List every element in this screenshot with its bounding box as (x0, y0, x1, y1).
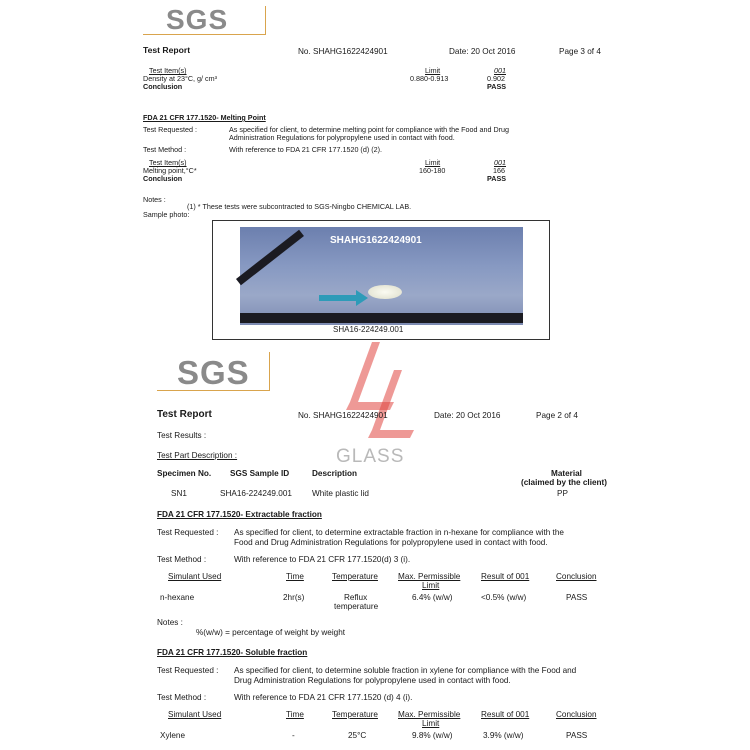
density-conclusion: PASS (487, 82, 507, 91)
soluble-col-max-line1: Max. Permissible (398, 710, 461, 719)
soluble-time: - (292, 731, 295, 740)
melting-limit: 160-180 (419, 166, 446, 175)
photo-overlay-label: SHAHG1622424901 (330, 235, 422, 246)
report-date-top: Date: 20 Oct 2016 (449, 47, 516, 56)
melting-col-result: 001 (494, 158, 506, 167)
extractable-col-max-line1: Max. Permissible (398, 572, 461, 581)
soluble-requested-line1: As specified for client, to determine soluble fraction in xylene for compliance with the Food and (234, 666, 577, 675)
extractable-requested-label: Test Requested : (157, 528, 219, 537)
specimen-col-no: Specimen No. (157, 469, 212, 478)
report-title-top: Test Report (143, 45, 191, 55)
soluble-method-label: Test Method : (157, 693, 207, 702)
notes-label-top: Notes : (143, 195, 166, 204)
glass-watermark-text: GLASS (336, 446, 405, 467)
soluble-result: 3.9% (w/w) (483, 731, 524, 740)
extractable-temp-line1: Reflux (344, 593, 368, 602)
test-part-description-label: Test Part Description : (157, 451, 238, 460)
soluble-section-title: FDA 21 CFR 177.1520- Soluble fraction (157, 648, 308, 657)
extractable-result: <0.5% (w/w) (481, 593, 527, 602)
soluble-col-temperature: Temperature (332, 710, 378, 719)
page-number-bottom: Page 2 of 4 (536, 411, 578, 420)
extractable-col-simulant: Simulant Used (168, 572, 222, 581)
specimen-col-description: Description (312, 469, 358, 478)
soluble-col-max-line2: Limit (422, 719, 440, 728)
density-item: Density at 23°C, g/ cm³ (143, 74, 217, 83)
soluble-temperature: 25°C (348, 731, 367, 740)
page-number-top: Page 3 of 4 (559, 47, 601, 56)
density-col-item: Test Item(s) (149, 66, 187, 75)
melting-conclusion-label: Conclusion (143, 174, 183, 183)
sgs-logo-top: SGS (166, 4, 229, 35)
specimen-col-sgs-id: SGS Sample ID (230, 469, 290, 478)
extractable-method-label: Test Method : (157, 555, 207, 564)
specimen-col-material-claimed: (claimed by the client) (521, 478, 607, 487)
soluble-col-conclusion: Conclusion (556, 710, 597, 719)
density-col-limit: Limit (425, 66, 441, 75)
melting-requested-label: Test Requested : (143, 125, 197, 134)
soluble-method: With reference to FDA 21 CFR 177.1520 (d) 4 (i). (234, 693, 413, 702)
sample-photo-frame (212, 220, 550, 340)
extractable-col-max-line2: Limit (422, 581, 440, 590)
specimen-material: PP (557, 489, 568, 498)
extractable-col-time: Time (286, 572, 304, 581)
density-result: 0.902 (487, 74, 505, 83)
report-number-top: No. SHAHG1622424901 (298, 47, 388, 56)
specimen-description: White plastic lid (312, 489, 369, 498)
extractable-section-title: FDA 21 CFR 177.1520- Extractable fraction (157, 510, 322, 519)
arrow-icon (319, 295, 357, 301)
extractable-temp-line2: temperature (334, 602, 379, 611)
soluble-max: 9.8% (w/w) (412, 731, 453, 740)
melting-item: Melting point,°C* (143, 166, 197, 175)
white-plastic-lid (368, 285, 402, 299)
ruler-bottom (240, 313, 523, 323)
melting-result: 166 (493, 166, 505, 175)
extractable-max: 6.4% (w/w) (412, 593, 453, 602)
density-limit: 0.880-0.913 (410, 74, 449, 83)
density-col-result: 001 (494, 66, 506, 75)
extractable-method: With reference to FDA 21 CFR 177.1520(d) 3 (i). (234, 555, 411, 564)
melting-conclusion: PASS (487, 174, 507, 183)
sgs-logo-bottom: SGS (177, 354, 250, 391)
soluble-col-result: Result of 001 (481, 710, 530, 719)
melting-method: With reference to FDA 21 CFR 177.1520 (d) (2). (229, 145, 382, 154)
sample-photo (240, 227, 523, 325)
extractable-requested-line2: Food and Drug Administration Regulations for polypropylene used in contact with food. (234, 538, 548, 547)
extractable-col-conclusion: Conclusion (556, 572, 597, 581)
report-title-bottom: Test Report (157, 409, 212, 420)
report-date-bottom: Date: 20 Oct 2016 (434, 411, 501, 420)
test-results-label: Test Results : (157, 431, 207, 440)
report-number-bottom: No. SHAHG1622424901 (298, 411, 388, 420)
soluble-requested-label: Test Requested : (157, 666, 219, 675)
soluble-conclusion: PASS (566, 731, 588, 740)
specimen-sgs-id: SHA16-224249.001 (220, 489, 292, 498)
soluble-requested-line2: Drug Administration Regulations for polypropylene used in contact with food. (234, 676, 511, 685)
melting-method-label: Test Method : (143, 145, 187, 154)
arrow-head-icon (356, 290, 368, 306)
melting-col-limit: Limit (425, 158, 441, 167)
extractable-note: %(w/w) = percentage of weight by weight (196, 628, 346, 637)
photo-caption: SHA16-224249.001 (333, 325, 404, 334)
melting-col-item: Test Item(s) (149, 158, 187, 167)
soluble-col-time: Time (286, 710, 304, 719)
extractable-col-result: Result of 001 (481, 572, 530, 581)
melting-requested-line2: Administration Regulations for polypropylene used in contact with food. (229, 133, 455, 142)
melting-requested-line1: As specified for client, to determine melting point for compliance with the Food and Drug (229, 125, 510, 134)
soluble-col-simulant: Simulant Used (168, 710, 222, 719)
melting-section-title: FDA 21 CFR 177.1520- Melting Point (143, 113, 266, 122)
ruler-diagonal (236, 230, 304, 286)
extractable-time: 2hr(s) (283, 593, 305, 602)
extractable-simulant: n-hexane (160, 593, 195, 602)
sample-photo-label: Sample photo: (143, 210, 190, 219)
extractable-requested-line1: As specified for client, to determine extractable fraction in n-hexane for compliance with the (234, 528, 564, 537)
density-conclusion-label: Conclusion (143, 82, 183, 91)
specimen-no: SN1 (171, 489, 187, 498)
note-subcontract: (1) * These tests were subcontracted to SGS-Ningbo CHEMICAL LAB. (187, 202, 412, 211)
extractable-notes-label: Notes : (157, 618, 183, 627)
soluble-simulant: Xylene (160, 731, 186, 740)
specimen-col-material: Material (551, 469, 582, 478)
extractable-col-temperature: Temperature (332, 572, 378, 581)
extractable-conclusion: PASS (566, 593, 588, 602)
